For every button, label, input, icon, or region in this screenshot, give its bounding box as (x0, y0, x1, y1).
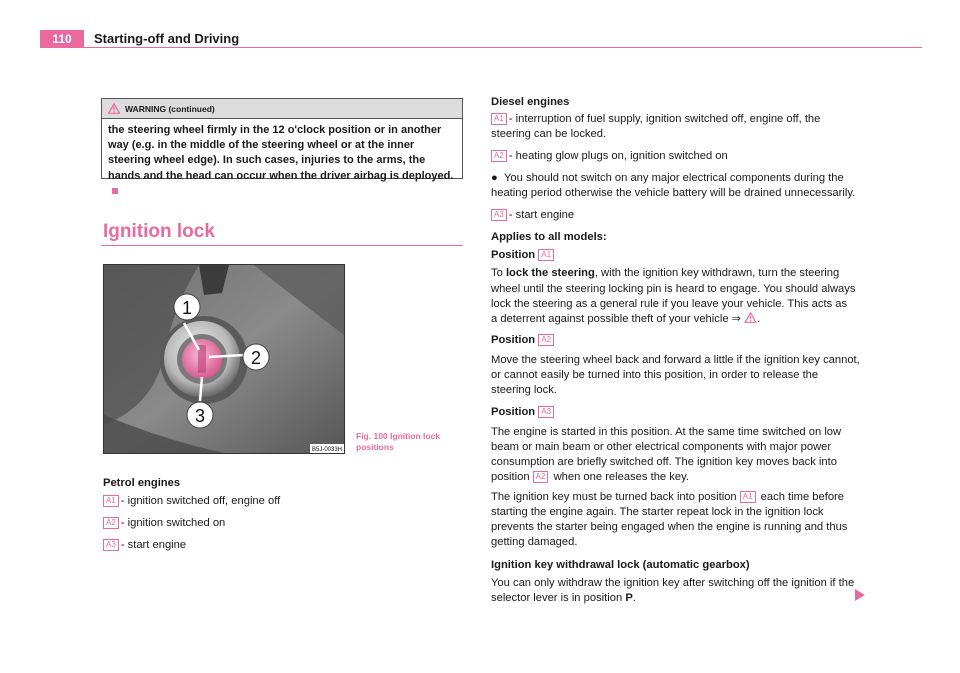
pos1-line-1 (491, 266, 839, 281)
end-of-section-mark (112, 188, 118, 194)
diesel-text: - start engine (508, 209, 575, 221)
position-badge: A2 (533, 471, 549, 483)
position-badge: A1 (491, 113, 507, 125)
pos2-line-2: or cannot easily be turned into this position, in order to release the (491, 369, 819, 381)
caption-line-2: positions (356, 441, 394, 452)
ignition-lock-illustration (104, 265, 344, 453)
position-badge: A2 (103, 517, 119, 529)
position-2-heading (491, 334, 556, 346)
petrol-item-2 (103, 516, 225, 531)
position-label: Position (491, 406, 536, 418)
text-run: each time before (757, 491, 845, 503)
diesel-text: You should not switch on any major electrical components during the (503, 172, 844, 184)
text-run: position (491, 471, 530, 483)
section-rule (101, 245, 463, 246)
position-badge: A2 (538, 334, 554, 346)
position-3-heading (491, 406, 556, 418)
pos2-line-1: Move the steering wheel back and forward a little if the ignition key cannot, (491, 354, 860, 366)
diesel-a2-line (491, 149, 728, 164)
pos3-line-2: beam or main beam or other electrical components with major power (491, 441, 832, 453)
position-label: Position (491, 249, 536, 261)
petrol-item-text: - ignition switched off, engine off (120, 495, 281, 507)
header-rule (40, 47, 922, 48)
warning-triangle-icon (108, 103, 120, 114)
callout-2: 2 (250, 348, 262, 368)
text-run: when one releases the key. (550, 471, 689, 483)
diesel-bullet-line-1 (491, 171, 844, 186)
warning-body (102, 119, 462, 203)
diesel-a1-line-1 (491, 112, 820, 127)
pos2-line-3: steering lock. (491, 384, 557, 396)
position-badge: A2 (491, 150, 507, 162)
all-models-heading: Applies to all models: (491, 231, 607, 243)
warning-text: the steering wheel firmly in the 12 o'clock position or in another way (e.g. in the middle of the steering wheel or at the inner steering wheel edge). In such cases, injuries to the arms, the hands and the head can occur when the driver airbag is deployed. (108, 124, 454, 182)
callout-3: 3 (194, 406, 206, 426)
petrol-item-1 (103, 494, 280, 509)
text-run: . (632, 592, 636, 604)
pos1-line-4 (491, 312, 760, 327)
position-badge: A1 (103, 495, 119, 507)
withdrawal-line-1: You can only withdraw the ignition key after switching off the ignition if the (491, 577, 855, 589)
figure-code: B5J-0033H (311, 447, 343, 453)
text-run-bold: P (625, 592, 633, 604)
diesel-heading: Diesel engines (491, 96, 570, 108)
withdrawal-line-2 (491, 591, 636, 606)
petrol-item-3 (103, 538, 186, 553)
petrol-item-text: - start engine (120, 539, 187, 551)
return-line-4: getting damaged. (491, 536, 578, 548)
position-badge: A3 (538, 406, 554, 418)
position-label: Position (491, 334, 536, 346)
page-title: Starting-off and Driving (94, 31, 240, 46)
diesel-bullet-line-2: heating period otherwise the vehicle battery will be drained unnecessarily. (491, 187, 856, 199)
pos1-line-3: lock the steering as a general rule if you leave your vehicle. This acts as (491, 298, 848, 310)
bullet-dot: ● (491, 172, 504, 184)
petrol-item-text: - ignition switched on (120, 517, 226, 529)
warning-heading: WARNING (continued) (125, 103, 215, 114)
ignition-lock-figure (103, 264, 345, 454)
figure-caption (356, 431, 466, 452)
return-line-3: prevents the starter being engaged when the engine is running and thus (491, 521, 848, 533)
withdrawal-heading: Ignition key withdrawal lock (automatic gearbox) (491, 559, 750, 571)
pos1-line-2: wheel until the steering locking pin is heard to engage. You should always (491, 283, 856, 295)
diesel-a3-line (491, 208, 574, 223)
diesel-a1-line-2: steering can be locked. (491, 128, 607, 140)
pos3-line-3: consumption are briefly switched off. The ignition key moves back into (491, 456, 837, 468)
next-page-arrow-icon[interactable] (855, 589, 865, 601)
position-badge: A1 (740, 491, 756, 503)
position-badge: A1 (538, 249, 554, 261)
warning-triangle-icon (744, 312, 757, 323)
page-number: 110 (40, 30, 84, 48)
petrol-heading: Petrol engines (103, 477, 181, 489)
warning-box (101, 98, 463, 182)
text-run: To (491, 267, 506, 279)
diesel-text: - heating glow plugs on, ignition switched on (508, 150, 728, 162)
text-run-bold: lock the steering (505, 267, 595, 279)
text-run: a deterrent against possible theft of your vehicle ⇒ (491, 313, 742, 325)
period: . (757, 313, 761, 325)
text-run: selector lever is in position (491, 592, 626, 604)
return-line-1 (491, 490, 844, 505)
pos3-line-1: The engine is started in this position. At the same time switched on low (491, 426, 842, 438)
section-title: Ignition lock (103, 221, 215, 242)
warning-header (102, 99, 462, 119)
text-run: , with the ignition key withdrawn, turn the steering (594, 267, 840, 279)
return-line-2: starting the engine again. The starter repeat lock in the ignition lock (491, 506, 824, 518)
callout-1: 1 (181, 298, 193, 318)
position-badge: A3 (491, 209, 507, 221)
pos3-line-4 (491, 470, 689, 485)
position-1-heading (491, 249, 556, 261)
diesel-text: - interruption of fuel supply, ignition switched off, engine off, the (508, 113, 821, 125)
caption-line-1: Fig. 100 Ignition lock (356, 431, 441, 441)
text-run: The ignition key must be turned back into position (491, 491, 737, 503)
position-badge: A3 (103, 539, 119, 551)
